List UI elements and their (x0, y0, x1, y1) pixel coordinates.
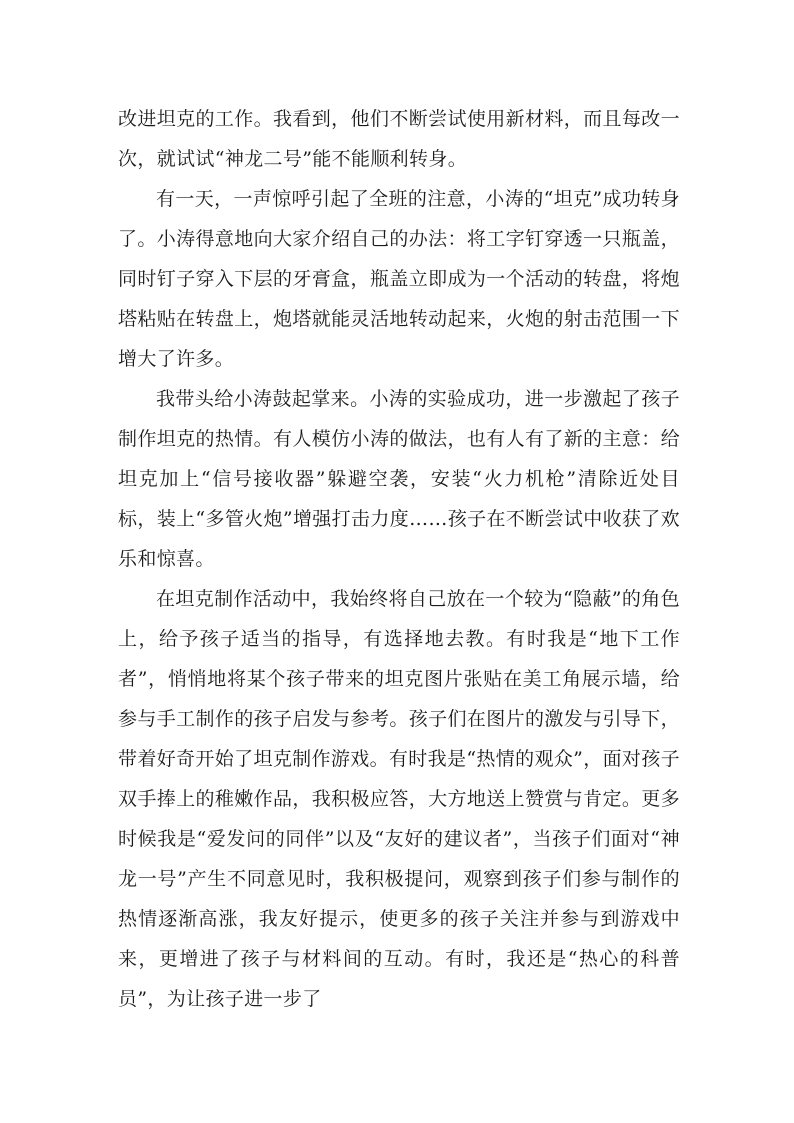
paragraph-4: 在坦克制作活动中，我始终将自己放在一个较为“隐蔽”的角色上，给予孩子适当的指导，有选择地去教。有时我是“地下工作者”，悄悄地将某个孩子带来的坦克图片张贴在美工角展示墙，给参与手工制作的孩子启发与参考。孩子们在图片的激发与引导下，带着好奇开始了坦克制作游戏。有时我是“热情的观众”，面对孩子双手捧上的稚嫩作品，我积极应答，大方地送上赞赏与肯定。更多时候我是“爱发问的同伴”以及“友好的建议者”，当孩子们面对“神龙一号”产生不同意见时，我积极提问，观察到孩子们参与制作的热情逐渐高涨，我友好提示，使更多的孩子关注并参与到游戏中来，更增进了孩子与材料间的互动。有时，我还是“热心的科普员”，为让孩子进一步了 (118, 588, 680, 1010)
paragraph-3: 我带头给小涛鼓起掌来。小涛的实验成功，进一步激起了孩子制作坦克的热情。有人模仿小涛的做法，也有人有了新的主意：给坦克加上“信号接收器”躲避空袭，安装“火力机枪”清除近处目标，装上“多管火炮”增强打击力度……孩子在不断尝试中收获了欢乐和惊喜。 (118, 388, 680, 570)
document-body (118, 99, 680, 1019)
paragraph-1: 改进坦克的工作。我看到，他们不断尝试使用新材料，而且每改一次，就试试“神龙二号”能不能顺利转身。 (118, 108, 680, 170)
paragraph-2: 有一天，一声惊呼引起了全班的注意，小涛的“坦克”成功转身了。小涛得意地向大家介绍自己的办法：将工字钉穿透一只瓶盖，同时钉子穿入下层的牙膏盒，瓶盖立即成为一个活动的转盘，将炮塔粘贴在转盘上，炮塔就能灵活地转动起来，火炮的射击范围一下增大了许多。 (118, 188, 680, 370)
